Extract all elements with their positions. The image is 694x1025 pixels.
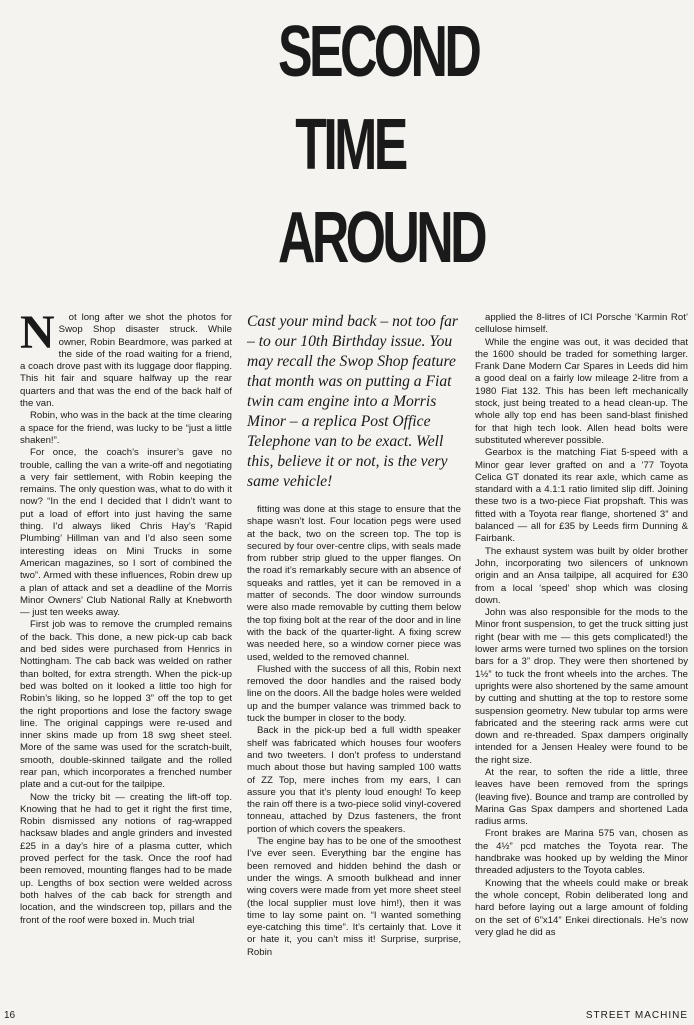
headline-line-2: TIME: [295, 105, 405, 185]
body-paragraph: The exhaust system was built by older brother John, incorporating two silencers of unknown origin and an Ansa tailpipe, all acquired for £30 from a local ‘speed’ shop which was closing down.: [475, 545, 688, 606]
body-paragraph: John was also responsible for the mods to the Minor front suspension, to get the truck sitting just right (bear with me — this gets complicated!) the lower arms were turned two splines on the torsion bars for a 3” drop. They were then shortened by 1½” to tuck the front wheels into the arches. The uprights were also shortened by the same amount by cutting and shutting at the top to restore some suspension geometry. New tubular top arms were fabricated and the steering rack arms were cut down and re-threaded. Spax dampers originally intended for a Jensen Healey were found to be the right size.: [475, 607, 688, 766]
body-paragraph: First job was to remove the crumpled remains of the back. This done, a new pick-up cab back and bed sides were purchased from Henrics in Nottingham. The cab back was welded on rather than bolted, for extra strength. When the pick-up bed was bolted on it looked a little too high for Robin’s liking, so he lopped 3” off the top to get the right proportions and lose the factory swage line. The original cappings were re-used and inner skins made up from 18 swg sheet steel. More of the same was used for the scratch-built, smooth, double-skinned tailgate and the rolled rear pan, which incorporates a frenched number plate and a cut-out for the tailpipe.: [20, 619, 232, 791]
body-paragraph: Robin, who was in the back at the time clearing a space for the friend, was lucky to be “just a little shaken!”.: [20, 410, 232, 446]
body-paragraph: Flushed with the success of all this, Robin next removed the door handles and the raised body line on the doors. All the badge holes were welded up and the bumper valance was trimmed back to tuck the bumper in closer to the body.: [247, 663, 461, 725]
page-number: 16: [4, 1010, 16, 1021]
body-paragraph: Knowing that the wheels could make or break the whole concept, Robin deliberated long and hard before laying out a large amount of folding on the set of 6”x14” Enkei directionals. He’s now very glad he did as: [475, 877, 688, 938]
headline-line-3: AROUND: [278, 198, 484, 278]
article-column-2: [247, 312, 461, 959]
body-paragraph: fitting was done at this stage to ensure that the shape wasn’t lost. Four location pegs were used at the back, two on the screen top. The top is secured by four over-centre clips, with seals made from rubber strip glued to the upper flanges. On the road it’s remarkably secure with an absence of squeaks and rattles, yet it can be removed in a matter of seconds. The door window surrounds were also made removable by cutting them below the top fixing bolt at the rear of the door and in line with the back of the quarter-light. A fixing screw was needed here, so a window corner piece was used, welded to the removed channel.: [247, 504, 461, 663]
headline: [278, 6, 484, 285]
body-paragraph: At the rear, to soften the ride a little, three leaves have been removed from the springs (leaving five). Bounce and tramp are controlled by Marina Gas Spax dampers and shortened Lada radius arms.: [475, 766, 688, 828]
headline-line-1: SECOND: [278, 12, 479, 92]
magazine-name: STREET MACHINE: [585, 1010, 688, 1021]
body-paragraph: The engine bay has to be one of the smoothest I’ve ever seen. Everything bar the engine has been removed and hidden behind the dash or under the wings. A smooth bulkhead and inner wing covers were made from yet more sheet steel (the local supplier must love him!), then it was time to lay some paint on. “I wanted something eye-catching this time”. It’s certainly that. Love it or hate it, you can’t miss it! Surprise, surprise, Robin: [247, 836, 461, 958]
standfirst: Cast your mind back – not too far – to our 10th Birthday issue. You may recall the Swop Shop feature that month was on putting a Fiat twin cam engine into a Morris Minor – a replica Post Office Telephone van to be exact. Well this, believe it or not, is the very same vehicle!: [247, 313, 458, 490]
article-column-1: [20, 306, 232, 927]
body-paragraph: applied the 8-litres of ICI Porsche ‘Karmin Rot’ cellulose himself.: [475, 312, 688, 336]
body-paragraph: Now the tricky bit — creating the lift-off top. Knowing that he had to get it right the first time, Robin dismissed any notions of rag-wrapped hacksaw blades and angle grinders and invested £25 in a day’s hire of a plasma cutter, which proved perfect for the task. Once the roof had been removed, mounting flanges had to be made up. Lengths of box section were welded across both halves of the cab back for strength and location, and the windscreen top, pillars and the front of the roof were boxed in. Much trial: [20, 791, 232, 926]
article-column-3: [475, 312, 688, 939]
drop-cap: N: [20, 306, 55, 359]
body-paragraph: For once, the coach’s insurer’s gave no trouble, calling the van a write-off and negotiating a very fair settlement, with Robin keeping the remains. The only question was, what to do with it now? “In the end I decided that I didn’t want to put a load of effort into just having the same thing. I’d always liked Chris Hay’s ‘Rapid Plumbing’ Hillman van and I’d also seen some interesting ideas on Mini Trucks in some American magazines, so I sort of combined the two”. Armed with these influences, Robin drew up a plan of attack and set a deadline of the Morris Minor Owners’ Club National Rally at Knebworth — just ten weeks away.: [20, 447, 232, 619]
body-paragraph: N ot long after we shot the photos for Swop Shop disaster struck. While owner, Robin Beardmore, was parked at the side of the road waiting for a friend, a coach drove past with its luggage door flapping. This hit fair and square halfway up the rear quarters and that was the end of the back half of the van.: [20, 312, 232, 410]
body-paragraph: Front brakes are Marina 575 van, chosen as the 4½” pcd matches the Toyota rear. The handbrake was hooked up by welding the Minor threaded adjusters to the Toyota cables.: [475, 828, 688, 877]
body-paragraph: Gearbox is the matching Fiat 5-speed with a Minor gear lever grafted on and a ’77 Toyota Celica GT donated its rear axle, which came as standard with a 4.1:1 ratio limited slip diff. Joining these two is a two-piece Fiat propshaft. This was fitted with a Toyota rear flange, shortened 3” and balanced — all for £35 by Leeds firm Dunning & Fairbank.: [475, 447, 688, 545]
body-paragraph: Back in the pick-up bed a full width speaker shelf was fabricated which houses four woofers and two tweeters. I don’t profess to understand much about those but having sampled 100 watts of ZZ Top, mere inches from my ears, I can assure you that it’s plenty loud enough! To keep the rain off there is a two-piece solid vinyl-covered tonneau, attached by Dzus fasteners, the front portion of which covers the speakers.: [247, 725, 461, 835]
body-paragraph: While the engine was out, it was decided that the 1600 should be traded for something larger. Frank Dane Modern Car Spares in Leeds did him a good deal on a fairly low mileage 2-litre from a 1980 Fiat 132. This has been left mechanically stock, just being treated to a head clean-up. The whole ally top end has been sand-blast finished for that high tech look. Allen head bolts were substituted wherever possible.: [475, 336, 688, 446]
